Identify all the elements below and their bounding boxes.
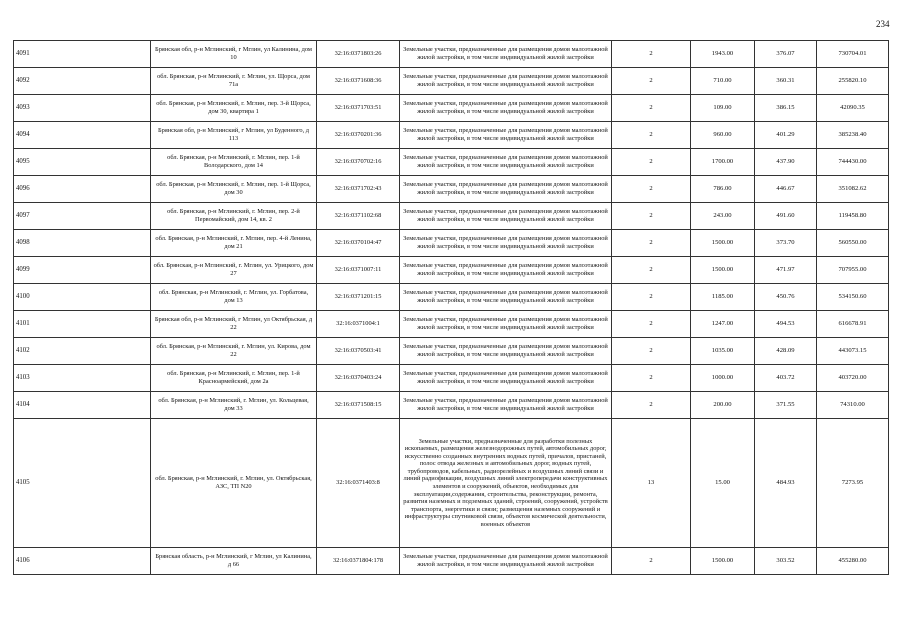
specific-value-cell: 450.76 (755, 284, 817, 311)
cadastral-number-cell: 32:16:0370503:41 (317, 338, 400, 365)
use-group-code-cell: 2 (612, 122, 691, 149)
cadastral-number-cell: 32:16:0371201:15 (317, 284, 400, 311)
area-cell: 1185.00 (691, 284, 755, 311)
cadastral-value-cell: 119458.80 (817, 203, 889, 230)
table-row (14, 122, 889, 149)
area-cell: 960.00 (691, 122, 755, 149)
use-group-code-cell: 2 (612, 338, 691, 365)
address-cell: Брянская область, р-н Мглинский, г Мглин, ул Калинина, д 66 (151, 548, 317, 575)
use-group-code-cell: 13 (612, 419, 691, 548)
land-use-cell: Земельные участки, предназначенные для размещения домов малоэтажной жилой застройки, в том числе индивидуальной жилой застройки (400, 230, 612, 257)
use-group-code-cell: 2 (612, 41, 691, 68)
specific-value-cell: 471.97 (755, 257, 817, 284)
specific-value-cell: 437.90 (755, 149, 817, 176)
cadastral-number-cell: 32:16:0371804:178 (317, 548, 400, 575)
row-number: 4095 (14, 149, 151, 176)
land-plot-table (13, 40, 889, 575)
use-group-code-cell: 2 (612, 95, 691, 122)
table-row (14, 338, 889, 365)
row-number: 4093 (14, 95, 151, 122)
cadastral-number-cell: 32:16:0371508:15 (317, 392, 400, 419)
land-use-cell: Земельные участки, предназначенные для размещения домов малоэтажной жилой застройки, в том числе индивидуальной жилой застройки (400, 392, 612, 419)
table-row (14, 176, 889, 203)
cadastral-number-cell: 32:16:0370702:16 (317, 149, 400, 176)
address-cell: обл. Брянская, р-н Мглинский, г. Мглин, пер. 1-й Красноармейский, дом 2а (151, 365, 317, 392)
specific-value-cell: 403.72 (755, 365, 817, 392)
address-cell: обл. Брянская, р-н Мглинский, г. Мглин, ул. Урицкого, дом 27 (151, 257, 317, 284)
area-cell: 15.00 (691, 419, 755, 548)
specific-value-cell: 371.55 (755, 392, 817, 419)
row-number: 4106 (14, 548, 151, 575)
cadastral-number-cell: 32:16:0371004:1 (317, 311, 400, 338)
land-use-cell: Земельные участки, предназначенные для размещения домов малоэтажной жилой застройки, в том числе индивидуальной жилой застройки (400, 548, 612, 575)
row-number: 4104 (14, 392, 151, 419)
row-number: 4103 (14, 365, 151, 392)
specific-value-cell: 360.31 (755, 68, 817, 95)
area-cell: 786.00 (691, 176, 755, 203)
specific-value-cell: 373.70 (755, 230, 817, 257)
cadastral-value-cell: 455280.00 (817, 548, 889, 575)
address-cell: обл. Брянская, р-н Мглинский, г. Мглин, пер. 4-й Ленина, дом 21 (151, 230, 317, 257)
cadastral-value-cell: 616678.91 (817, 311, 889, 338)
cadastral-value-cell: 730704.01 (817, 41, 889, 68)
area-cell: 1500.00 (691, 548, 755, 575)
use-group-code-cell: 2 (612, 176, 691, 203)
table-row (14, 284, 889, 311)
page-number: 234 (876, 19, 890, 29)
cadastral-number-cell: 32:16:0371007:11 (317, 257, 400, 284)
row-number: 4105 (14, 419, 151, 548)
specific-value-cell: 491.60 (755, 203, 817, 230)
cadastral-number-cell: 32:16:0370403:24 (317, 365, 400, 392)
address-cell: обл. Брянская, р-н Мглинский, г. Мглин, пер. 2-й Первомайский, дом 14, кв. 2 (151, 203, 317, 230)
cadastral-number-cell: 32:16:0370201:36 (317, 122, 400, 149)
use-group-code-cell: 2 (612, 68, 691, 95)
area-cell: 1943.00 (691, 41, 755, 68)
cadastral-number-cell: 32:16:0371703:51 (317, 95, 400, 122)
area-cell: 1000.00 (691, 365, 755, 392)
land-use-cell: Земельные участки, предназначенные для размещения домов малоэтажной жилой застройки, в том числе индивидуальной жилой застройки (400, 122, 612, 149)
land-use-cell: Земельные участки, предназначенные для размещения домов малоэтажной жилой застройки, в том числе индивидуальной жилой застройки (400, 68, 612, 95)
row-number: 4099 (14, 257, 151, 284)
land-use-cell: Земельные участки, предназначенные для размещения домов малоэтажной жилой застройки, в том числе индивидуальной жилой застройки (400, 284, 612, 311)
table-row (14, 68, 889, 95)
cadastral-value-cell: 255820.10 (817, 68, 889, 95)
specific-value-cell: 484.93 (755, 419, 817, 548)
area-cell: 1500.00 (691, 257, 755, 284)
use-group-code-cell: 2 (612, 392, 691, 419)
cadastral-value-cell: 560550.00 (817, 230, 889, 257)
land-use-cell: Земельные участки, предназначенные для размещения домов малоэтажной жилой застройки, в том числе индивидуальной жилой застройки (400, 257, 612, 284)
cadastral-number-cell: 32:16:0371803:26 (317, 41, 400, 68)
table-row (14, 257, 889, 284)
use-group-code-cell: 2 (612, 230, 691, 257)
address-cell: обл. Брянская, р-н Мглинский, г. Мглин, пер. 1-й Володарского, дом 14 (151, 149, 317, 176)
specific-value-cell: 401.29 (755, 122, 817, 149)
specific-value-cell: 303.52 (755, 548, 817, 575)
use-group-code-cell: 2 (612, 311, 691, 338)
table-row (14, 419, 889, 548)
address-cell: обл. Брянская, р-н Мглинский, г. Мглин, ул. Октябрьская, АЗС, ТП N20 (151, 419, 317, 548)
cadastral-value-cell: 443073.15 (817, 338, 889, 365)
area-cell: 710.00 (691, 68, 755, 95)
cadastral-value-cell: 403720.00 (817, 365, 889, 392)
row-number: 4097 (14, 203, 151, 230)
area-cell: 1500.00 (691, 230, 755, 257)
specific-value-cell: 376.07 (755, 41, 817, 68)
table-row (14, 230, 889, 257)
cadastral-value-cell: 744430.00 (817, 149, 889, 176)
cadastral-value-cell: 534150.60 (817, 284, 889, 311)
table-row (14, 149, 889, 176)
specific-value-cell: 494.53 (755, 311, 817, 338)
specific-value-cell: 386.15 (755, 95, 817, 122)
table-row (14, 41, 889, 68)
row-number: 4094 (14, 122, 151, 149)
area-cell: 109.00 (691, 95, 755, 122)
cadastral-number-cell: 32:16:0371102:68 (317, 203, 400, 230)
use-group-code-cell: 2 (612, 284, 691, 311)
cadastral-value-cell: 707955.00 (817, 257, 889, 284)
row-number: 4098 (14, 230, 151, 257)
table-row (14, 365, 889, 392)
row-number: 4101 (14, 311, 151, 338)
address-cell: обл. Брянская, р-н Мглинский, г. Мглин, пер. 1-й Щорса, дом 30 (151, 176, 317, 203)
cadastral-value-cell: 385238.40 (817, 122, 889, 149)
address-cell: обл. Брянская, р-н Мглинский, г. Мглин, ул. Кольцевая, дом 33 (151, 392, 317, 419)
use-group-code-cell: 2 (612, 203, 691, 230)
use-group-code-cell: 2 (612, 365, 691, 392)
cadastral-value-cell: 7273.95 (817, 419, 889, 548)
cadastral-number-cell: 32:16:0371702:43 (317, 176, 400, 203)
specific-value-cell: 428.09 (755, 338, 817, 365)
land-use-cell: Земельные участки, предназначенные для размещения домов малоэтажной жилой застройки, в том числе индивидуальной жилой застройки (400, 95, 612, 122)
area-cell: 1700.00 (691, 149, 755, 176)
address-cell: обл. Брянская, р-н Мглинский, г. Мглин, пер. 3-й Щорса, дом 30, квартира 1 (151, 95, 317, 122)
cadastral-value-cell: 74310.00 (817, 392, 889, 419)
address-cell: Брянская обл, р-н Мглинский, г Мглин, ул Октябрьская, д 22 (151, 311, 317, 338)
land-use-cell: Земельные участки, предназначенные для размещения домов малоэтажной жилой застройки, в том числе индивидуальной жилой застройки (400, 176, 612, 203)
land-use-cell: Земельные участки, предназначенные для размещения домов малоэтажной жилой застройки, в том числе индивидуальной жилой застройки (400, 311, 612, 338)
land-use-cell: Земельные участки, предназначенные для разработки полезных ископаемых, размещения железнодорожных путей, автомобильных дорог, искусственно созданных внутренних водных путей, причалов, пристаней, полос отвода железных и автомобильных дорог, водных путей, трубопроводов, кабельных, радиорелейных и воздушных линий связи и линий радиофикации, воздушных линий электропередачи конструктивных элементов и сооружений, объектов, необходимых для эксплуатации,содержания, строительства, реконструкции, ремонта, развития наземных и подземных зданий, строений, сооружений, устройств транспорта, энергетики и связи; размещения наземных сооружений и инфраструктуры спутниковой связи, объектов космической деятельности, военных объектов (400, 419, 612, 548)
cadastral-number-cell: 32:16:0371403:8 (317, 419, 400, 548)
cadastral-value-cell: 42090.35 (817, 95, 889, 122)
land-use-cell: Земельные участки, предназначенные для размещения домов малоэтажной жилой застройки, в том числе индивидуальной жилой застройки (400, 203, 612, 230)
land-use-cell: Земельные участки, предназначенные для размещения домов малоэтажной жилой застройки, в том числе индивидуальной жилой застройки (400, 149, 612, 176)
row-number: 4092 (14, 68, 151, 95)
cadastral-number-cell: 32:16:0371608:36 (317, 68, 400, 95)
land-use-cell: Земельные участки, предназначенные для размещения домов малоэтажной жилой застройки, в том числе индивидуальной жилой застройки (400, 41, 612, 68)
area-cell: 1035.00 (691, 338, 755, 365)
area-cell: 200.00 (691, 392, 755, 419)
row-number: 4102 (14, 338, 151, 365)
use-group-code-cell: 2 (612, 548, 691, 575)
address-cell: обл. Брянская, р-н Мглинский, г. Мглин, ул. Щорса, дом 71а (151, 68, 317, 95)
table-row (14, 548, 889, 575)
cadastral-number-cell: 32:16:0370104:47 (317, 230, 400, 257)
cadastral-value-cell: 351082.62 (817, 176, 889, 203)
table-row (14, 392, 889, 419)
use-group-code-cell: 2 (612, 257, 691, 284)
row-number: 4100 (14, 284, 151, 311)
table-row (14, 203, 889, 230)
row-number: 4091 (14, 41, 151, 68)
address-cell: обл. Брянская, р-н Мглинский, г. Мглин, ул. Горбатова, дом 13 (151, 284, 317, 311)
address-cell: Брянская обл, р-н Мглинский, г Мглин, ул Калинина, дом 10 (151, 41, 317, 68)
row-number: 4096 (14, 176, 151, 203)
address-cell: Брянская обл, р-н Мглинский, г Мглин, ул Буденного, д 113 (151, 122, 317, 149)
table-row (14, 95, 889, 122)
area-cell: 243.00 (691, 203, 755, 230)
specific-value-cell: 446.67 (755, 176, 817, 203)
land-use-cell: Земельные участки, предназначенные для размещения домов малоэтажной жилой застройки, в том числе индивидуальной жилой застройки (400, 365, 612, 392)
area-cell: 1247.00 (691, 311, 755, 338)
address-cell: обл. Брянская, р-н Мглинский, г. Мглин, ул. Кирова, дом 22 (151, 338, 317, 365)
land-use-cell: Земельные участки, предназначенные для размещения домов малоэтажной жилой застройки, в том числе индивидуальной жилой застройки (400, 338, 612, 365)
table-row (14, 311, 889, 338)
use-group-code-cell: 2 (612, 149, 691, 176)
